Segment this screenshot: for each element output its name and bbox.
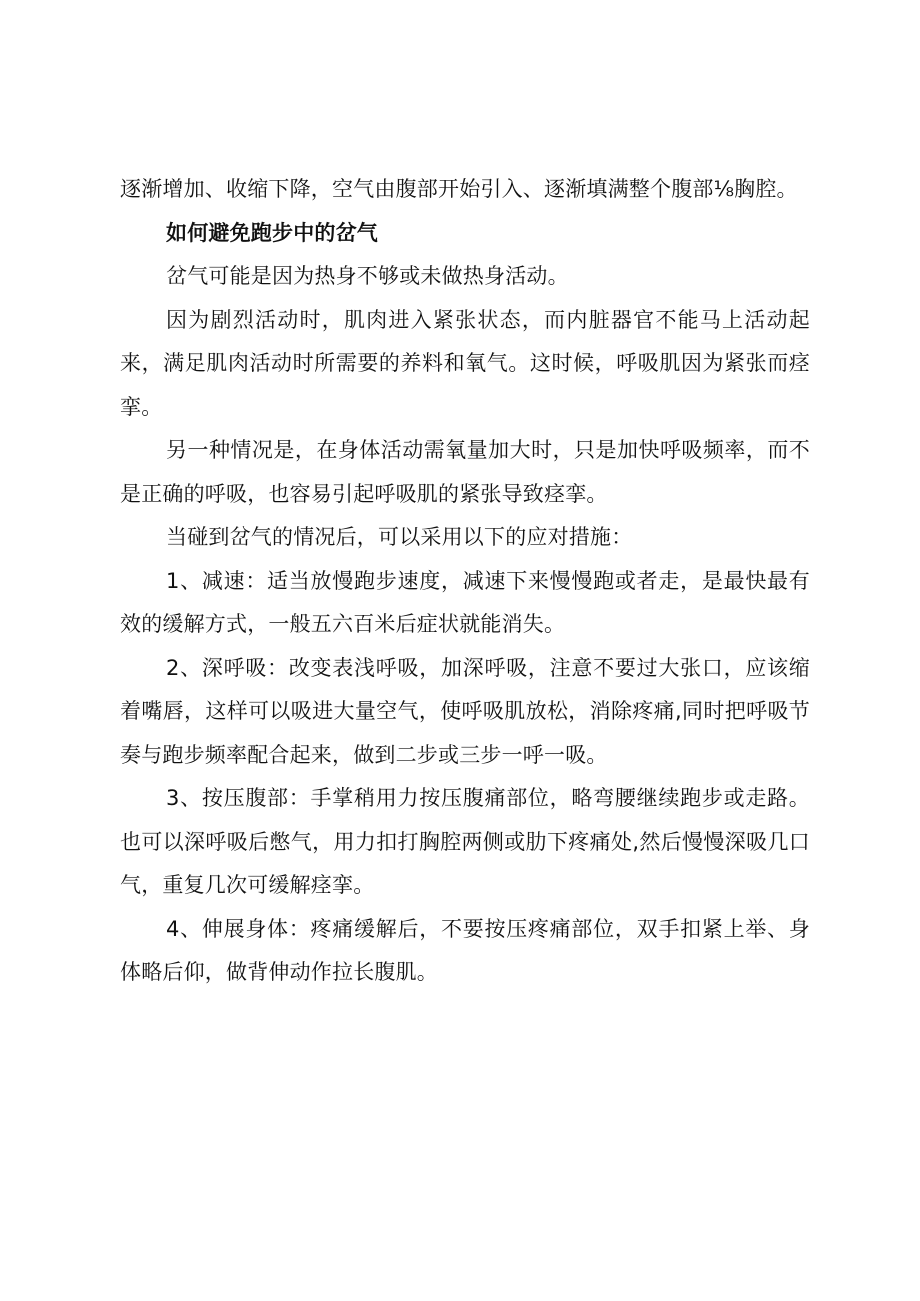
- paragraph-other-case: 另一种情况是，在身体活动需氧量加大时，只是加快呼吸频率，而不是正确的呼吸，也容易引起呼吸肌的紧张导致痉挛。: [120, 438, 810, 506]
- measure-press-abdomen: 3、按压腹部：手掌稍用力按压腹痛部位，略弯腰继续跑步或走路。也可以深呼吸后憋气，用力扣打胸腔两侧或肋下疼痛处,然后慢慢深吸几口气，重复几次可缓解痉挛。: [120, 786, 810, 897]
- measure-deep-breath: 2、深呼吸：改变表浅呼吸，加深呼吸，注意不要过大张口，应该缩着嘴唇，这样可以吸进大量空气，使呼吸肌放松，消除疼痛,同时把呼吸节奏与跑步频率配合起来，做到二步或三步一呼一吸。: [120, 655, 810, 767]
- paragraph-explanation: 因为剧烈活动时，肌肉进入紧张状态，而内脏器官不能马上活动起来，满足肌肉活动时所需要的养料和氧气。这时候，呼吸肌因为紧张而痉挛。: [120, 307, 810, 419]
- paragraph-cause: 岔气可能是因为热身不够或未做热身活动。: [166, 264, 569, 288]
- section-heading: 如何避免跑步中的岔气: [166, 220, 378, 245]
- paragraph-measures-intro: 当碰到岔气的情况后，可以采用以下的应对措施：: [166, 525, 633, 549]
- measure-slow-down: 1、减速：适当放慢跑步速度，减速下来慢慢跑或者走，是最快最有效的缓解方式，一般五六百米后症状就能消失。: [120, 568, 810, 636]
- document-body: [120, 168, 810, 995]
- measure-stretch-body: 4、伸展身体：疼痛缓解后，不要按压疼痛部位，双手扣紧上举、身体略后仰，做背伸动作拉长腹肌。: [120, 916, 810, 984]
- intro-continuation-paragraph: 逐渐增加、收缩下降，空气由腹部开始引入、逐渐填满整个腹部⅛胸腔。: [120, 177, 798, 201]
